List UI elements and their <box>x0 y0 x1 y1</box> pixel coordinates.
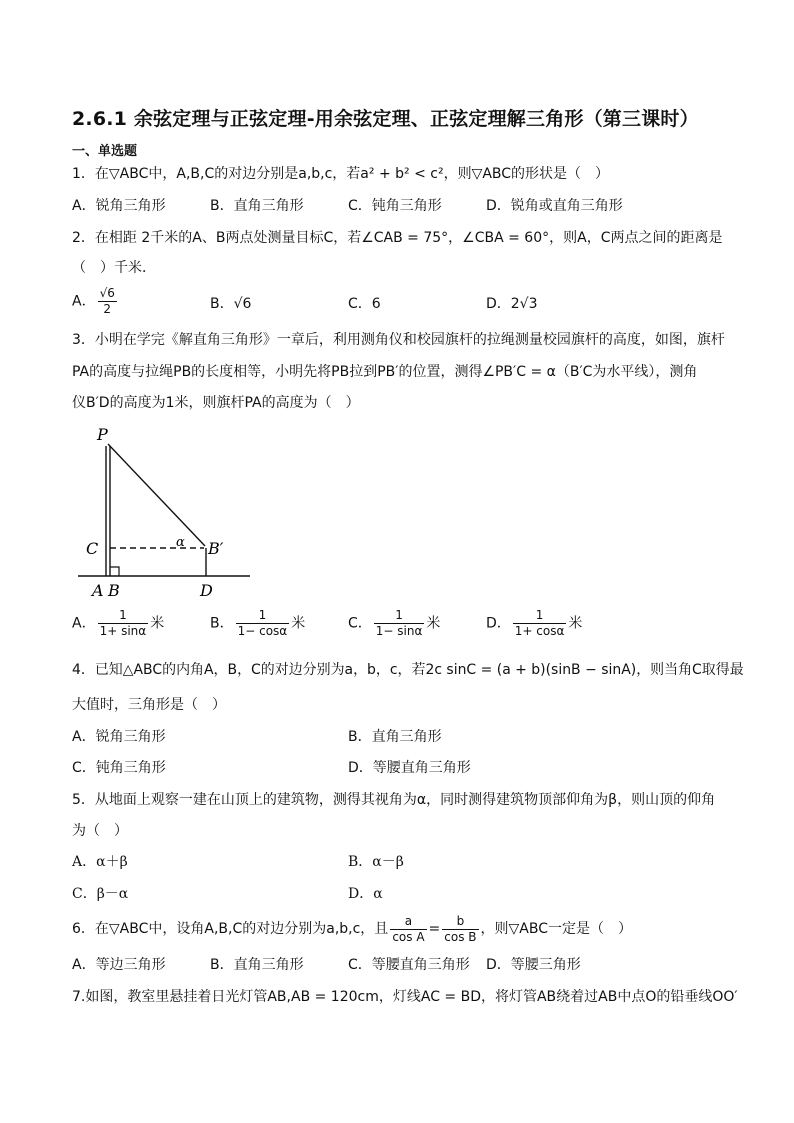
q1-option-a: A．锐角三角形 <box>72 198 166 214</box>
q3-option-a-numerator: 1 <box>98 608 149 624</box>
q1-stem: 1．在▽ABC中，A,B,C的对边分别是a,b,c，若a² + b² < c²，则▽ABC的形状是（ ） <box>72 166 610 182</box>
q4-option-d: D．等腰直角三角形 <box>348 760 471 776</box>
q6-fraction-1-denominator: cos A <box>392 929 425 944</box>
q5-stem-line2: 为（ ） <box>72 823 128 839</box>
q3-option-d-fraction <box>513 608 567 639</box>
q6-fraction-2 <box>442 914 478 945</box>
q6-stem-prefix: 6．在▽ABC中，设角A,B,C的对边分别为a,b,c，且 <box>72 921 389 937</box>
q6-fraction-1-numerator: a <box>390 914 426 930</box>
rope-line <box>108 444 205 546</box>
q2-option-a-numerator: √6 <box>99 286 115 300</box>
q3-option-b-unit: 米 <box>291 615 306 632</box>
q5-option-c: C．β－α <box>72 886 129 902</box>
q3-option-c-denominator: 1− sinα <box>375 624 423 638</box>
q5-stem-line1: 5．从地面上观察一建在山顶上的建筑物，测得其视角为α，同时测得建筑物顶部仰角为β，则山顶的仰角 <box>72 792 716 808</box>
q6-stem-suffix: ，则▽ABC一定是（ ） <box>480 921 632 937</box>
q3-option-a-denominator: 1+ sinα <box>99 624 147 638</box>
q3-option-b-numerator: 1 <box>236 608 290 624</box>
q3-option-a-unit: 米 <box>150 615 165 632</box>
q3-option-b-label: B． <box>210 615 234 632</box>
q7-stem-line1: 7.如图，教室里悬挂着日光灯管AB,AB = 120cm，灯线AC = BD，将灯管AB绕着过AB中点O的铅垂线OO′ <box>72 989 738 1005</box>
q5-option-a: A．α＋β <box>72 854 128 870</box>
q3-option-c-fraction <box>374 608 425 639</box>
q4-stem-line2: 大值时，三角形是（ ） <box>72 697 226 713</box>
q3-option-a-label: A． <box>72 615 96 632</box>
q3-stem-line1: 3．小明在学完《解直角三角形》一章后，利用测角仪和校园旗杆的拉绳测量校园旗杆的高度，如图，旗杆 <box>72 332 725 348</box>
q2-option-c: C．6 <box>348 296 381 312</box>
q2-option-a <box>72 286 119 317</box>
label-b-prime: B′ <box>208 539 224 558</box>
q3-option-d-denominator: 1+ cosα <box>514 624 565 638</box>
label-alpha: α <box>176 535 185 550</box>
q6-option-a: A．等边三角形 <box>72 957 166 973</box>
q1-option-d: D．锐角或直角三角形 <box>486 198 623 214</box>
label-b: B <box>108 581 120 600</box>
q2-stem-line2: （ ）千米． <box>72 260 156 276</box>
q3-stem-line3: 仪B′D的高度为1米，则旗杆PA的高度为（ ） <box>72 395 360 411</box>
q4-stem-line1: 4．已知△ABC的内角A，B，C的对边分别为a，b，c，若2c sinC = (a + b)(sinB − sinA)，则当角C取得最 <box>72 662 744 678</box>
q3-option-c-label: C． <box>348 615 372 632</box>
q5-option-d: D．α <box>348 886 383 902</box>
q3-option-d-unit: 米 <box>568 615 583 632</box>
q3-option-c <box>348 608 440 639</box>
q2-option-a-label: A． <box>72 293 96 310</box>
q2-stem-line1: 2．在相距 2千米的A、B两点处测量目标C，若∠CAB = 75°，∠CBA = 60°，则A，C两点之间的距离是 <box>72 230 723 246</box>
label-c: C <box>86 539 99 558</box>
q3-option-d-numerator: 1 <box>513 608 567 624</box>
q6-fraction-1 <box>390 914 426 945</box>
q2-option-a-fraction <box>98 286 117 317</box>
q2-option-a-denominator: 2 <box>103 302 112 316</box>
q3-option-b-fraction <box>236 608 290 639</box>
q6-option-b: B．直角三角形 <box>210 957 304 973</box>
q5-option-b: B．α－β <box>348 854 404 870</box>
q6-equals: = <box>428 921 441 937</box>
q6-option-c: C．等腰直角三角形 <box>348 957 470 973</box>
q3-option-a <box>72 608 164 639</box>
q6-option-d: D．等腰三角形 <box>486 957 581 973</box>
section-heading: 一、单选题 <box>72 144 138 159</box>
label-p: P <box>97 425 108 444</box>
q3-option-c-numerator: 1 <box>374 608 425 624</box>
q6-fraction-2-denominator: cos B <box>444 929 477 944</box>
q3-option-b-denominator: 1− cosα <box>237 624 288 638</box>
label-d: D <box>200 581 213 600</box>
q3-flagpole-figure <box>72 422 262 604</box>
q3-option-a-fraction <box>98 608 149 639</box>
label-a: A <box>92 581 104 600</box>
q2-option-b: B．√6 <box>210 296 252 312</box>
q2-option-d: D．2√3 <box>486 296 538 312</box>
q6-stem <box>72 912 632 946</box>
q3-stem-line2: PA的高度与拉绳PB的长度相等，小明先将PB拉到PB′的位置，测得∠PB′C = α（B′C为水平线），测角 <box>72 364 698 380</box>
q3-option-d <box>486 608 582 639</box>
page-title: 2.6.1 余弦定理与正弦定理-用余弦定理、正弦定理解三角形（第三课时） <box>72 108 699 130</box>
q4-option-b: B．直角三角形 <box>348 729 442 745</box>
q3-option-b <box>210 608 305 639</box>
right-angle-mark <box>110 567 119 576</box>
q4-option-c: C．钝角三角形 <box>72 760 166 776</box>
q4-option-a: A．锐角三角形 <box>72 729 166 745</box>
q1-option-b: B．直角三角形 <box>210 198 304 214</box>
q6-fraction-2-numerator: b <box>442 914 478 930</box>
q1-option-c: C．钝角三角形 <box>348 198 442 214</box>
q3-option-d-label: D． <box>486 615 511 632</box>
q3-option-c-unit: 米 <box>426 615 441 632</box>
